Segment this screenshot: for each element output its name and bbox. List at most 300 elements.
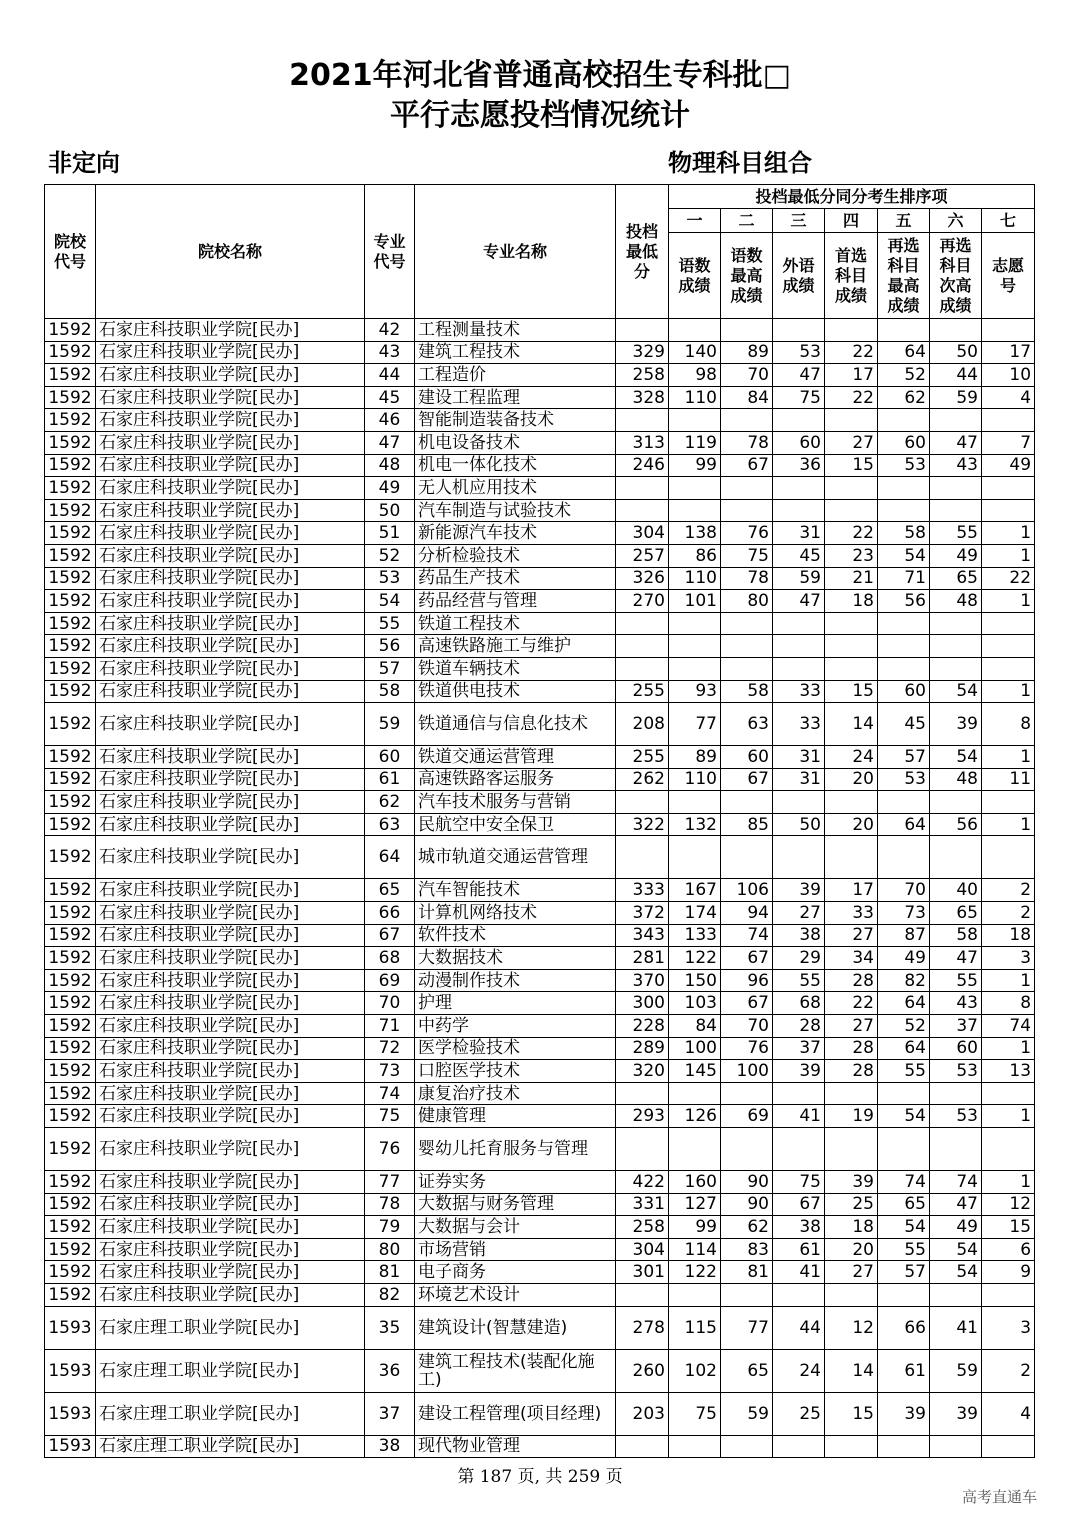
- cell-chinese-math: 110: [669, 386, 721, 409]
- cell-school-name: 石家庄科技职业学院[民办]: [96, 813, 365, 836]
- cell-min-score: 278: [616, 1306, 669, 1349]
- header-sort-item: 语数最高成绩: [721, 233, 773, 319]
- cell-major-name: 建筑工程技术(装配化施工): [415, 1349, 616, 1392]
- cell-first-subject: 19: [825, 1105, 878, 1128]
- cell-major-code: 73: [365, 1060, 415, 1083]
- cell-major-name: 建设工程管理(项目经理): [415, 1392, 616, 1435]
- cell-chinese-math-max: [721, 477, 773, 500]
- cell-school-code: 1592: [45, 657, 96, 680]
- cell-foreign-lang: 75: [773, 1171, 825, 1194]
- cell-reelect-second: 43: [930, 454, 982, 477]
- table-row: [45, 746, 1035, 769]
- cell-choice-no: [982, 409, 1035, 432]
- cell-reelect-second: [930, 409, 982, 432]
- cell-major-code: 42: [365, 319, 415, 342]
- cell-foreign-lang: 50: [773, 813, 825, 836]
- cell-school-name: 石家庄科技职业学院[民办]: [96, 522, 365, 545]
- cell-major-code: 46: [365, 409, 415, 432]
- cell-choice-no: 1: [982, 746, 1035, 769]
- cell-foreign-lang: 53: [773, 341, 825, 364]
- cell-chinese-math-max: 67: [721, 947, 773, 970]
- cell-school-code: 1592: [45, 567, 96, 590]
- table-row: [45, 1171, 1035, 1194]
- cell-foreign-lang: 47: [773, 590, 825, 613]
- cell-reelect-max: [878, 657, 930, 680]
- cell-foreign-lang: 59: [773, 567, 825, 590]
- cell-first-subject: [825, 836, 878, 879]
- page-footer: 第 187 页, 共 259 页: [457, 1467, 623, 1487]
- table-row: [45, 522, 1035, 545]
- cell-reelect-max: 74: [878, 1171, 930, 1194]
- cell-chinese-math: 167: [669, 879, 721, 902]
- cell-reelect-max: 49: [878, 947, 930, 970]
- cell-chinese-math-max: 60: [721, 746, 773, 769]
- cell-chinese-math-max: [721, 319, 773, 342]
- cell-major-code: 43: [365, 341, 415, 364]
- cell-foreign-lang: 39: [773, 1060, 825, 1083]
- cell-school-code: 1592: [45, 1283, 96, 1306]
- cell-major-code: 51: [365, 522, 415, 545]
- cell-reelect-max: 54: [878, 1216, 930, 1239]
- cell-foreign-lang: 37: [773, 1037, 825, 1060]
- cell-reelect-second: [930, 319, 982, 342]
- cell-reelect-max: 57: [878, 746, 930, 769]
- cell-major-name: 计算机网络技术: [415, 902, 616, 925]
- cell-school-code: 1592: [45, 386, 96, 409]
- cell-reelect-max: 64: [878, 992, 930, 1015]
- cell-reelect-max: 57: [878, 1261, 930, 1284]
- cell-choice-no: [982, 1128, 1035, 1171]
- cell-choice-no: 1: [982, 544, 1035, 567]
- table-row: [45, 1037, 1035, 1060]
- cell-school-code: 1592: [45, 947, 96, 970]
- cell-chinese-math-max: 90: [721, 1171, 773, 1194]
- cell-choice-no: 22: [982, 567, 1035, 590]
- cell-major-name: 分析检验技术: [415, 544, 616, 567]
- cell-major-name: 市场营销: [415, 1238, 616, 1261]
- cell-chinese-math: 75: [669, 1392, 721, 1435]
- cell-first-subject: [825, 319, 878, 342]
- cell-school-name: 石家庄科技职业学院[民办]: [96, 836, 365, 879]
- cell-min-score: [616, 635, 669, 658]
- cell-choice-no: 2: [982, 1349, 1035, 1392]
- cell-school-name: 石家庄科技职业学院[民办]: [96, 1283, 365, 1306]
- table-row: [45, 454, 1035, 477]
- cell-first-subject: 15: [825, 680, 878, 703]
- cell-major-code: 65: [365, 879, 415, 902]
- cell-school-code: 1592: [45, 1261, 96, 1284]
- cell-choice-no: 1: [982, 1037, 1035, 1060]
- cell-first-subject: 14: [825, 1349, 878, 1392]
- cell-first-subject: 28: [825, 1037, 878, 1060]
- cell-chinese-math-max: 100: [721, 1060, 773, 1083]
- table-row: [45, 768, 1035, 791]
- cell-major-code: 69: [365, 969, 415, 992]
- cell-choice-no: 1: [982, 590, 1035, 613]
- cell-min-score: 370: [616, 969, 669, 992]
- cell-foreign-lang: 31: [773, 768, 825, 791]
- cell-school-name: 石家庄科技职业学院[民办]: [96, 590, 365, 613]
- cell-chinese-math: 98: [669, 364, 721, 387]
- cell-min-score: 258: [616, 364, 669, 387]
- cell-major-name: 电子商务: [415, 1261, 616, 1284]
- cell-foreign-lang: 28: [773, 1015, 825, 1038]
- cell-reelect-second: 53: [930, 1060, 982, 1083]
- cell-chinese-math: 89: [669, 746, 721, 769]
- cell-major-code: 81: [365, 1261, 415, 1284]
- cell-school-name: 石家庄科技职业学院[民办]: [96, 1037, 365, 1060]
- cell-choice-no: 13: [982, 1060, 1035, 1083]
- cell-school-code: 1592: [45, 522, 96, 545]
- cell-school-code: 1592: [45, 992, 96, 1015]
- cell-min-score: 246: [616, 454, 669, 477]
- cell-min-score: 301: [616, 1261, 669, 1284]
- cell-major-code: 37: [365, 1392, 415, 1435]
- table-row: [45, 1306, 1035, 1349]
- cell-min-score: [616, 319, 669, 342]
- cell-reelect-max: [878, 791, 930, 814]
- table-row: [45, 902, 1035, 925]
- cell-min-score: 333: [616, 879, 669, 902]
- table-row: [45, 969, 1035, 992]
- cell-major-code: 71: [365, 1015, 415, 1038]
- cell-school-code: 1593: [45, 1306, 96, 1349]
- cell-min-score: 331: [616, 1193, 669, 1216]
- cell-foreign-lang: 45: [773, 544, 825, 567]
- header-min-score: 投档最低分: [616, 185, 669, 319]
- cell-school-name: 石家庄科技职业学院[民办]: [96, 1105, 365, 1128]
- cell-min-score: 289: [616, 1037, 669, 1060]
- cell-first-subject: 21: [825, 567, 878, 590]
- cell-major-name: 民航空中安全保卫: [415, 813, 616, 836]
- cell-major-code: 82: [365, 1283, 415, 1306]
- cell-school-name: 石家庄科技职业学院[民办]: [96, 746, 365, 769]
- cell-school-code: 1592: [45, 1015, 96, 1038]
- cell-reelect-second: 59: [930, 1349, 982, 1392]
- cell-reelect-second: 74: [930, 1171, 982, 1194]
- cell-chinese-math-max: [721, 1435, 773, 1458]
- cell-first-subject: 20: [825, 768, 878, 791]
- cell-first-subject: 17: [825, 879, 878, 902]
- cell-school-name: 石家庄理工职业学院[民办]: [96, 1435, 365, 1458]
- cell-reelect-second: 44: [930, 364, 982, 387]
- table-row: [45, 1435, 1035, 1458]
- cell-chinese-math: 86: [669, 544, 721, 567]
- cell-choice-no: 11: [982, 768, 1035, 791]
- cell-school-code: 1592: [45, 768, 96, 791]
- header-sort-item: 再选科目最高成绩: [878, 233, 930, 319]
- cell-choice-no: 1: [982, 1105, 1035, 1128]
- cell-major-code: 58: [365, 680, 415, 703]
- cell-school-name: 石家庄科技职业学院[民办]: [96, 768, 365, 791]
- cell-major-code: 35: [365, 1306, 415, 1349]
- cell-major-code: 38: [365, 1435, 415, 1458]
- cell-school-name: 石家庄理工职业学院[民办]: [96, 1306, 365, 1349]
- cell-choice-no: [982, 1435, 1035, 1458]
- table-row: [45, 499, 1035, 522]
- cell-chinese-math: 100: [669, 1037, 721, 1060]
- cell-reelect-max: 66: [878, 1306, 930, 1349]
- cell-min-score: 258: [616, 1216, 669, 1239]
- cell-reelect-second: 54: [930, 1238, 982, 1261]
- cell-reelect-max: [878, 612, 930, 635]
- cell-choice-no: [982, 657, 1035, 680]
- cell-chinese-math-max: 80: [721, 590, 773, 613]
- cell-chinese-math-max: 77: [721, 1306, 773, 1349]
- cell-choice-no: 7: [982, 431, 1035, 454]
- cell-reelect-second: 54: [930, 680, 982, 703]
- cell-school-name: 石家庄科技职业学院[民办]: [96, 703, 365, 746]
- cell-choice-no: 1: [982, 969, 1035, 992]
- cell-chinese-math: 102: [669, 1349, 721, 1392]
- cell-major-name: 药品生产技术: [415, 567, 616, 590]
- table-row: [45, 1015, 1035, 1038]
- cell-major-name: 汽车智能技术: [415, 879, 616, 902]
- cell-major-name: 环境艺术设计: [415, 1283, 616, 1306]
- cell-choice-no: 8: [982, 703, 1035, 746]
- cell-chinese-math: [669, 635, 721, 658]
- cell-chinese-math-max: 70: [721, 364, 773, 387]
- cell-chinese-math-max: [721, 1128, 773, 1171]
- cell-chinese-math: 140: [669, 341, 721, 364]
- cell-min-score: 422: [616, 1171, 669, 1194]
- cell-min-score: [616, 477, 669, 500]
- cell-choice-no: 49: [982, 454, 1035, 477]
- cell-min-score: 208: [616, 703, 669, 746]
- table-row: [45, 947, 1035, 970]
- cell-reelect-second: [930, 657, 982, 680]
- cell-school-code: 1592: [45, 431, 96, 454]
- cell-major-code: 72: [365, 1037, 415, 1060]
- cell-first-subject: 27: [825, 924, 878, 947]
- cell-min-score: 262: [616, 768, 669, 791]
- cell-foreign-lang: 33: [773, 680, 825, 703]
- page-title: 2021年河北省普通高校招生专科批□: [289, 58, 791, 93]
- cell-foreign-lang: 60: [773, 431, 825, 454]
- table-row: [45, 386, 1035, 409]
- table-header: [45, 185, 1035, 319]
- cell-foreign-lang: [773, 1283, 825, 1306]
- cell-school-code: 1593: [45, 1349, 96, 1392]
- cell-major-name: 无人机应用技术: [415, 477, 616, 500]
- cell-reelect-max: [878, 499, 930, 522]
- cell-chinese-math-max: 63: [721, 703, 773, 746]
- cell-major-name: 工程造价: [415, 364, 616, 387]
- cell-chinese-math-max: 65: [721, 1349, 773, 1392]
- cell-choice-no: 1: [982, 522, 1035, 545]
- cell-school-code: 1592: [45, 1037, 96, 1060]
- cell-major-name: 新能源汽车技术: [415, 522, 616, 545]
- cell-reelect-second: 56: [930, 813, 982, 836]
- cell-first-subject: 20: [825, 1238, 878, 1261]
- cell-choice-no: 12: [982, 1193, 1035, 1216]
- cell-first-subject: [825, 409, 878, 432]
- cell-choice-no: 4: [982, 1392, 1035, 1435]
- cell-reelect-second: 49: [930, 544, 982, 567]
- table-row: [45, 319, 1035, 342]
- cell-foreign-lang: [773, 409, 825, 432]
- cell-chinese-math-max: 74: [721, 924, 773, 947]
- cell-chinese-math: 110: [669, 768, 721, 791]
- table-row: [45, 924, 1035, 947]
- cell-first-subject: 18: [825, 1216, 878, 1239]
- cell-min-score: 328: [616, 386, 669, 409]
- cell-reelect-second: 53: [930, 1105, 982, 1128]
- cell-chinese-math-max: 70: [721, 1015, 773, 1038]
- cell-chinese-math: 126: [669, 1105, 721, 1128]
- cell-reelect-second: 39: [930, 1392, 982, 1435]
- cell-choice-no: 15: [982, 1216, 1035, 1239]
- cell-school-name: 石家庄科技职业学院[民办]: [96, 902, 365, 925]
- cell-major-code: 75: [365, 1105, 415, 1128]
- cell-min-score: [616, 499, 669, 522]
- cell-major-code: 79: [365, 1216, 415, 1239]
- cell-major-name: 机电设备技术: [415, 431, 616, 454]
- cell-chinese-math-max: 84: [721, 386, 773, 409]
- cell-foreign-lang: [773, 1128, 825, 1171]
- cell-major-name: 铁道车辆技术: [415, 657, 616, 680]
- cell-major-name: 城市轨道交通运营管理: [415, 836, 616, 879]
- cell-reelect-max: 60: [878, 431, 930, 454]
- table-row: [45, 680, 1035, 703]
- cell-reelect-second: 43: [930, 992, 982, 1015]
- cell-chinese-math-max: 81: [721, 1261, 773, 1284]
- cell-reelect-second: [930, 836, 982, 879]
- cell-min-score: [616, 657, 669, 680]
- cell-chinese-math: 174: [669, 902, 721, 925]
- table-row: [45, 1105, 1035, 1128]
- cell-school-code: 1592: [45, 680, 96, 703]
- cell-reelect-second: 49: [930, 1216, 982, 1239]
- cell-school-code: 1592: [45, 813, 96, 836]
- cell-school-code: 1592: [45, 635, 96, 658]
- cell-chinese-math: 99: [669, 1216, 721, 1239]
- cell-school-code: 1592: [45, 902, 96, 925]
- cell-choice-no: 2: [982, 879, 1035, 902]
- cell-first-subject: 34: [825, 947, 878, 970]
- cell-school-name: 石家庄科技职业学院[民办]: [96, 1171, 365, 1194]
- cell-min-score: 304: [616, 1238, 669, 1261]
- cell-first-subject: 14: [825, 703, 878, 746]
- cell-school-code: 1592: [45, 499, 96, 522]
- cell-reelect-max: [878, 477, 930, 500]
- cell-first-subject: 28: [825, 1060, 878, 1083]
- cell-major-code: 57: [365, 657, 415, 680]
- cell-foreign-lang: 31: [773, 746, 825, 769]
- cell-reelect-max: 71: [878, 567, 930, 590]
- cell-chinese-math-max: [721, 1082, 773, 1105]
- cell-major-name: 汽车制造与试验技术: [415, 499, 616, 522]
- cell-chinese-math-max: 85: [721, 813, 773, 836]
- cell-chinese-math-max: 75: [721, 544, 773, 567]
- cell-major-name: 软件技术: [415, 924, 616, 947]
- cell-foreign-lang: 47: [773, 364, 825, 387]
- cell-reelect-max: 61: [878, 1349, 930, 1392]
- subject-group-label: 物理科目组合: [668, 149, 812, 177]
- table-row: [45, 612, 1035, 635]
- cell-major-name: 动漫制作技术: [415, 969, 616, 992]
- cell-choice-no: [982, 791, 1035, 814]
- table-row: [45, 1128, 1035, 1171]
- table-row: [45, 1349, 1035, 1392]
- cell-choice-no: [982, 477, 1035, 500]
- table-row: [45, 364, 1035, 387]
- cell-first-subject: 23: [825, 544, 878, 567]
- cell-major-code: 44: [365, 364, 415, 387]
- cell-reelect-second: 48: [930, 590, 982, 613]
- cell-chinese-math-max: [721, 612, 773, 635]
- cell-major-code: 47: [365, 431, 415, 454]
- cell-chinese-math-max: [721, 836, 773, 879]
- cell-reelect-max: [878, 1082, 930, 1105]
- table-row: [45, 791, 1035, 814]
- cell-foreign-lang: 33: [773, 703, 825, 746]
- header-sort-item: 再选科目次高成绩: [930, 233, 982, 319]
- cell-choice-no: [982, 499, 1035, 522]
- cell-major-code: 61: [365, 768, 415, 791]
- cell-school-name: 石家庄科技职业学院[民办]: [96, 499, 365, 522]
- cell-reelect-second: 60: [930, 1037, 982, 1060]
- header-rank: 二: [721, 209, 773, 233]
- cell-school-code: 1593: [45, 1435, 96, 1458]
- cell-foreign-lang: 41: [773, 1261, 825, 1284]
- cell-major-code: 68: [365, 947, 415, 970]
- cell-chinese-math-max: 62: [721, 1216, 773, 1239]
- cell-first-subject: 20: [825, 813, 878, 836]
- cell-foreign-lang: 38: [773, 924, 825, 947]
- cell-foreign-lang: 68: [773, 992, 825, 1015]
- cell-reelect-max: 73: [878, 902, 930, 925]
- cell-school-name: 石家庄科技职业学院[民办]: [96, 947, 365, 970]
- cell-reelect-second: 50: [930, 341, 982, 364]
- cell-school-code: 1592: [45, 1171, 96, 1194]
- cell-chinese-math-max: 67: [721, 454, 773, 477]
- cell-chinese-math: [669, 612, 721, 635]
- cell-reelect-second: 55: [930, 522, 982, 545]
- watermark: 高考直通车: [962, 1488, 1038, 1506]
- cell-chinese-math: [669, 657, 721, 680]
- cell-first-subject: 24: [825, 746, 878, 769]
- cell-chinese-math: [669, 477, 721, 500]
- cell-reelect-max: 45: [878, 703, 930, 746]
- cell-school-name: 石家庄科技职业学院[民办]: [96, 924, 365, 947]
- cell-first-subject: [825, 635, 878, 658]
- cell-school-code: 1592: [45, 477, 96, 500]
- cell-school-code: 1592: [45, 1128, 96, 1171]
- cell-reelect-second: 58: [930, 924, 982, 947]
- cell-min-score: [616, 791, 669, 814]
- cell-reelect-second: 47: [930, 1193, 982, 1216]
- cell-major-name: 医学检验技术: [415, 1037, 616, 1060]
- cell-foreign-lang: 61: [773, 1238, 825, 1261]
- cell-major-name: 现代物业管理: [415, 1435, 616, 1458]
- cell-school-name: 石家庄科技职业学院[民办]: [96, 879, 365, 902]
- cell-major-code: 50: [365, 499, 415, 522]
- table-row: [45, 1392, 1035, 1435]
- cell-school-name: 石家庄科技职业学院[民办]: [96, 409, 365, 432]
- cell-min-score: 281: [616, 947, 669, 970]
- cell-reelect-max: 64: [878, 341, 930, 364]
- cell-chinese-math-max: 67: [721, 768, 773, 791]
- cell-reelect-max: 65: [878, 1193, 930, 1216]
- cell-school-name: 石家庄科技职业学院[民办]: [96, 657, 365, 680]
- cell-major-name: 大数据与会计: [415, 1216, 616, 1239]
- cell-min-score: [616, 409, 669, 432]
- header-school-name: 院校名称: [96, 185, 365, 319]
- cell-reelect-second: [930, 635, 982, 658]
- cell-foreign-lang: [773, 319, 825, 342]
- cell-reelect-max: 39: [878, 1392, 930, 1435]
